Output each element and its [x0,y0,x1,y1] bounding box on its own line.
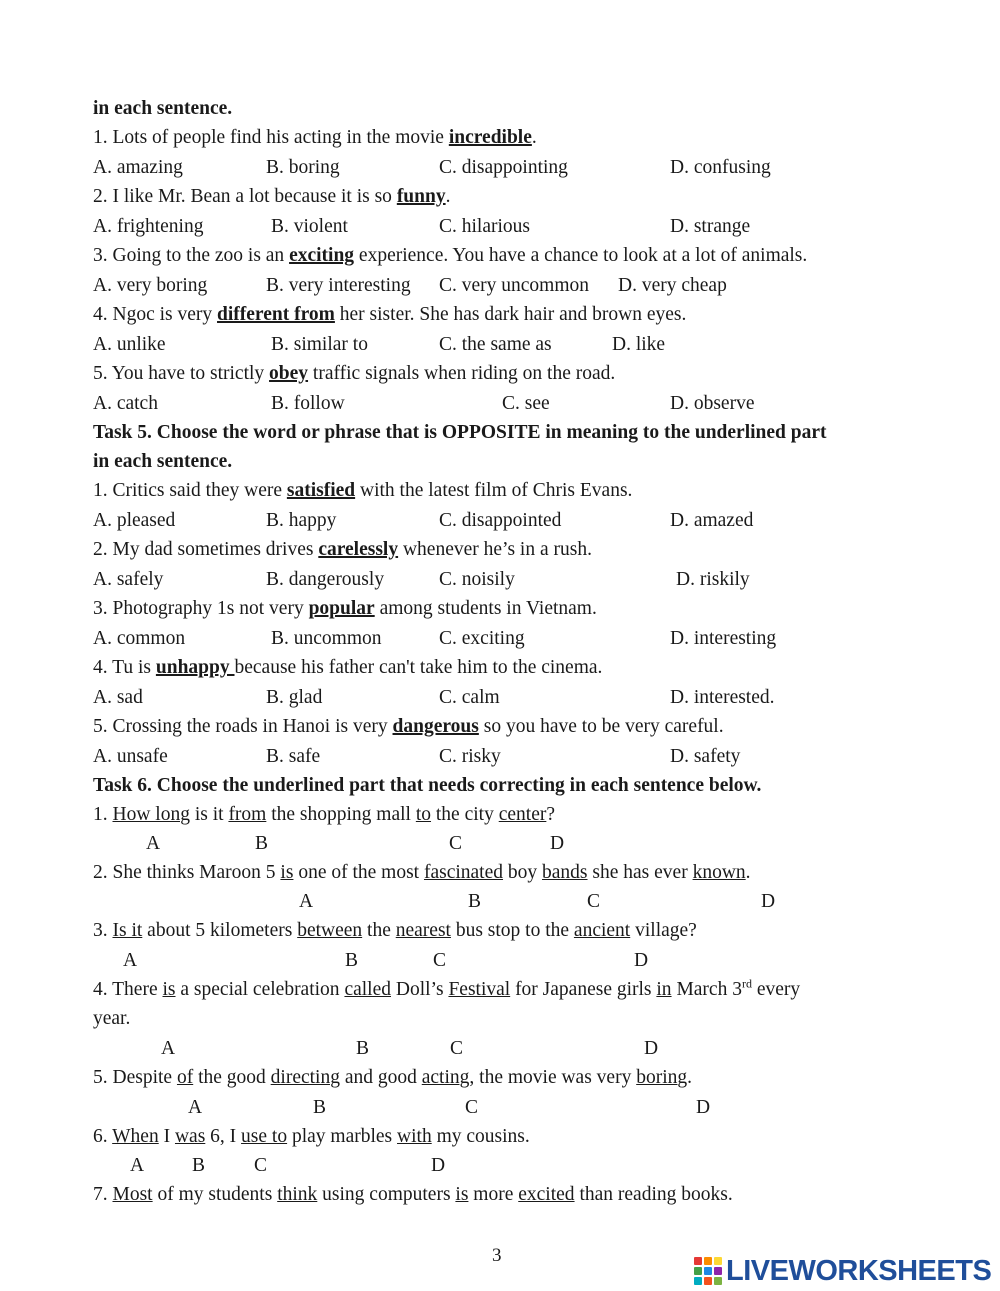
logo-grid-icon [694,1257,722,1285]
s-text: Doll’s [391,979,449,1000]
s-text: 4. There [93,979,163,1000]
letter-a: A [123,950,138,971]
s-text: play marbles [287,1126,398,1147]
q-text: whenever he’s in a rush. [398,539,592,560]
s-text: about 5 kilometers [142,920,298,941]
part-c[interactable]: acting [421,1067,470,1088]
part-c[interactable]: Festival [448,979,511,1000]
s-text: 2. She thinks Maroon 5 [93,862,281,883]
letter-a: A [130,1155,145,1176]
option-d[interactable]: D. interested. [670,687,775,708]
underlined-key: exciting [289,245,355,266]
q-text: . [531,127,537,148]
logo-tile [704,1267,712,1275]
option-c[interactable]: C. disappointed [439,510,562,531]
t4-q3 [93,243,970,269]
s-text: of my students [152,1184,278,1205]
task4-heading-end: in each sentence. [93,98,233,119]
logo-tile [714,1257,722,1265]
option-c[interactable]: C. risky [439,746,501,767]
t6-s1 [93,802,970,828]
s-text: 3. [93,920,113,941]
letter-a: A [161,1038,176,1059]
q-text: 5. Crossing the roads in Hanoi is very [93,716,393,737]
s-text: and good [339,1067,422,1088]
part-d[interactable]: in [656,979,672,1000]
option-b[interactable]: B. follow [271,393,345,414]
s-text: every [751,979,801,1000]
letter-b: B [255,833,269,854]
option-c[interactable]: C. disappointing [439,157,568,178]
option-a[interactable]: A. safely [93,569,164,590]
option-d[interactable]: D. strange [670,216,751,237]
underlined-key: popular [308,598,375,619]
t6-s4 [93,977,970,1003]
t6-s3 [93,918,970,944]
letter-d: D [696,1097,711,1118]
option-d[interactable]: D. amazed [670,510,754,531]
option-a[interactable]: A. pleased [93,510,176,531]
option-c[interactable]: C. the same as [439,334,552,355]
s-text: boy [503,862,543,883]
option-d[interactable]: D. very cheap [618,275,727,296]
letter-a: A [146,833,161,854]
q-text: because his father can't take him to the cinema. [234,657,603,678]
q-text: among students in Vietnam. [374,598,597,619]
q-text: so you have to be very careful. [478,716,724,737]
underlined-key: satisfied [286,480,356,501]
q-text: 2. My dad sometimes drives [93,539,319,560]
letter-b: B [468,891,482,912]
part-c[interactable]: use to [241,1126,288,1147]
option-d[interactable]: D. safety [670,746,741,767]
q-text: 5. You have to strictly [93,363,270,384]
part-b[interactable]: called [344,979,391,1000]
part-b[interactable]: from [228,804,267,825]
underlined-key: different from [217,304,335,325]
part-c[interactable]: is [455,1184,469,1205]
part-d[interactable]: known [692,862,746,883]
option-a[interactable]: A. very boring [93,275,208,296]
s-text: the shopping mall [266,804,416,825]
part-a[interactable]: When [112,1126,159,1147]
letter-b: B [313,1097,327,1118]
letter-a: A [188,1097,203,1118]
logo-tile [704,1257,712,1265]
s-text: 5. Despite [93,1067,177,1088]
option-b[interactable]: B. dangerously [266,569,385,590]
logo-tile [704,1277,712,1285]
option-b[interactable]: B. glad [266,687,323,708]
q-text: her sister. She has dark hair and brown eyes. [334,304,687,325]
letter-b: B [192,1155,206,1176]
part-a[interactable]: Is it [112,920,143,941]
t6-s4-cont: year. [93,1008,131,1029]
part-d[interactable]: boring [636,1067,688,1088]
option-c[interactable]: C. see [502,393,550,414]
s-text: a special celebration [175,979,345,1000]
option-d[interactable]: D. riskily [676,569,750,590]
letter-d: D [550,833,565,854]
underlined-key: unhappy [155,657,235,678]
underlined-key: dangerous [392,716,479,737]
logo-tile [694,1257,702,1265]
s-text: using computers [317,1184,456,1205]
s-text: bus stop to the [450,920,574,941]
letter-c: C [587,891,601,912]
s-text: the good [193,1067,271,1088]
option-a[interactable]: A. common [93,628,186,649]
t5-q5 [93,714,970,740]
s-text: village? [630,920,697,941]
option-b[interactable]: B. similar to [271,334,368,355]
option-d[interactable]: D. like [612,334,666,355]
option-c[interactable]: C. exciting [439,628,525,649]
option-b[interactable]: B. boring [266,157,340,178]
q-text: experience. You have a chance to look at a lot of animals. [354,245,808,266]
t5-q1 [93,478,970,504]
underlined-key: carelessly [318,539,399,560]
s-text: is it [189,804,229,825]
option-d[interactable]: D. interesting [670,628,777,649]
part-b[interactable]: fascinated [423,862,504,883]
option-a[interactable]: A. frightening [93,216,204,237]
s-text: March 3 [671,979,742,1000]
s-text: she has ever [587,862,693,883]
logo-tile [694,1267,702,1275]
letter-b: B [345,950,359,971]
option-c[interactable]: C. hilarious [439,216,530,237]
letter-d: D [761,891,776,912]
s-text: than reading books. [574,1184,733,1205]
letter-b: B [356,1038,370,1059]
option-a[interactable]: A. catch [93,393,158,414]
letter-c: C [465,1097,479,1118]
part-a[interactable]: is [162,979,176,1000]
part-b[interactable]: directing [270,1067,340,1088]
letter-a: A [299,891,314,912]
option-b[interactable]: B. violent [271,216,348,237]
q-text: 1. Lots of people find his acting in the movie [93,127,449,148]
part-b[interactable]: think [277,1184,318,1205]
underlined-key: funny [396,186,446,207]
option-b[interactable]: B. safe [266,746,321,767]
task5-heading-cont: in each sentence. [93,451,233,472]
option-c[interactable]: C. very uncommon [439,275,590,296]
option-b[interactable]: B. uncommon [271,628,382,649]
letter-c: C [449,833,463,854]
q-text: 3. Photography 1s not very [93,598,309,619]
option-a[interactable]: A. amazing [93,157,183,178]
t6-s5 [93,1065,970,1091]
s-text: the [362,920,396,941]
t5-q3 [93,596,970,622]
q-text: 4. Tu is [93,657,156,678]
part-c[interactable]: nearest [395,920,451,941]
letter-c: C [450,1038,464,1059]
part-a[interactable]: of [176,1067,194,1088]
t5-q4 [93,655,970,681]
logo-tile [694,1277,702,1285]
letter-c: C [433,950,447,971]
logo-text: LIVEWORKSHEETS [726,1254,992,1287]
option-b[interactable]: B. very interesting [266,275,411,296]
letter-d: D [431,1155,446,1176]
option-a[interactable]: A. unlike [93,334,166,355]
s-text: my cousins. [431,1126,530,1147]
part-c[interactable]: to [415,804,432,825]
t4-q2 [93,184,970,210]
ordinal-suffix: rd [741,976,752,991]
option-d[interactable]: D. confusing [670,157,771,178]
page-number: 3 [492,1245,502,1266]
s-text: . [687,1067,692,1088]
part-b[interactable]: was [174,1126,206,1147]
option-c[interactable]: C. noisily [439,569,515,590]
letter-d: D [644,1038,659,1059]
s-text: 6, I [205,1126,242,1147]
option-a[interactable]: A. sad [93,687,143,708]
task6-heading: Task 6. Choose the underlined part that needs correcting in each sentence below. [93,775,762,796]
q-text: 4. Ngoc is very [93,304,218,325]
s-text: ? [546,804,556,825]
part-c[interactable]: bands [542,862,588,883]
part-d[interactable]: ancient [573,920,631,941]
underlined-key: incredible [448,127,532,148]
liveworksheets-logo[interactable] [694,1254,994,1288]
option-b[interactable]: B. happy [266,510,337,531]
s-text: I [158,1126,175,1147]
t6-s6 [93,1124,970,1150]
option-d[interactable]: D. observe [670,393,755,414]
q-text: with the latest film of Chris Evans. [355,480,633,501]
q-text: 3. Going to the zoo is an [93,245,290,266]
s-text: 1. [93,804,113,825]
part-a[interactable]: How long [112,804,190,825]
t6-s7 [93,1182,970,1208]
s-text: 6. [93,1126,113,1147]
q-text: 1. Critics said they were [93,480,287,501]
part-a[interactable]: Most [112,1184,153,1205]
underlined-key: obey [269,363,309,384]
t4-q5 [93,361,970,387]
s-text: one of the most [293,862,424,883]
s-text: for Japanese girls [510,979,657,1000]
letter-c: C [254,1155,268,1176]
task5-heading: Task 5. Choose the word or phrase that is OPPOSITE in meaning to the underlined part [93,422,827,443]
s-text: 7. [93,1184,113,1205]
logo-tile [714,1267,722,1275]
part-d[interactable]: excited [518,1184,575,1205]
s-text: more [468,1184,519,1205]
t6-s2 [93,860,970,886]
q-text: traffic signals when riding on the road. [308,363,616,384]
part-d[interactable]: center [498,804,547,825]
option-c[interactable]: C. calm [439,687,500,708]
t4-q4 [93,302,970,328]
q-text: . [445,186,451,207]
part-d[interactable]: with [397,1126,432,1147]
letter-d: D [634,950,649,971]
s-text: , the movie was very [469,1067,637,1088]
logo-tile [714,1277,722,1285]
s-text: . [745,862,751,883]
t5-q2 [93,537,970,563]
part-b[interactable]: between [297,920,363,941]
part-a[interactable]: is [280,862,294,883]
s-text: the city [431,804,499,825]
t4-q1 [93,125,970,151]
q-text: 2. I like Mr. Bean a lot because it is so [93,186,397,207]
option-a[interactable]: A. unsafe [93,746,168,767]
